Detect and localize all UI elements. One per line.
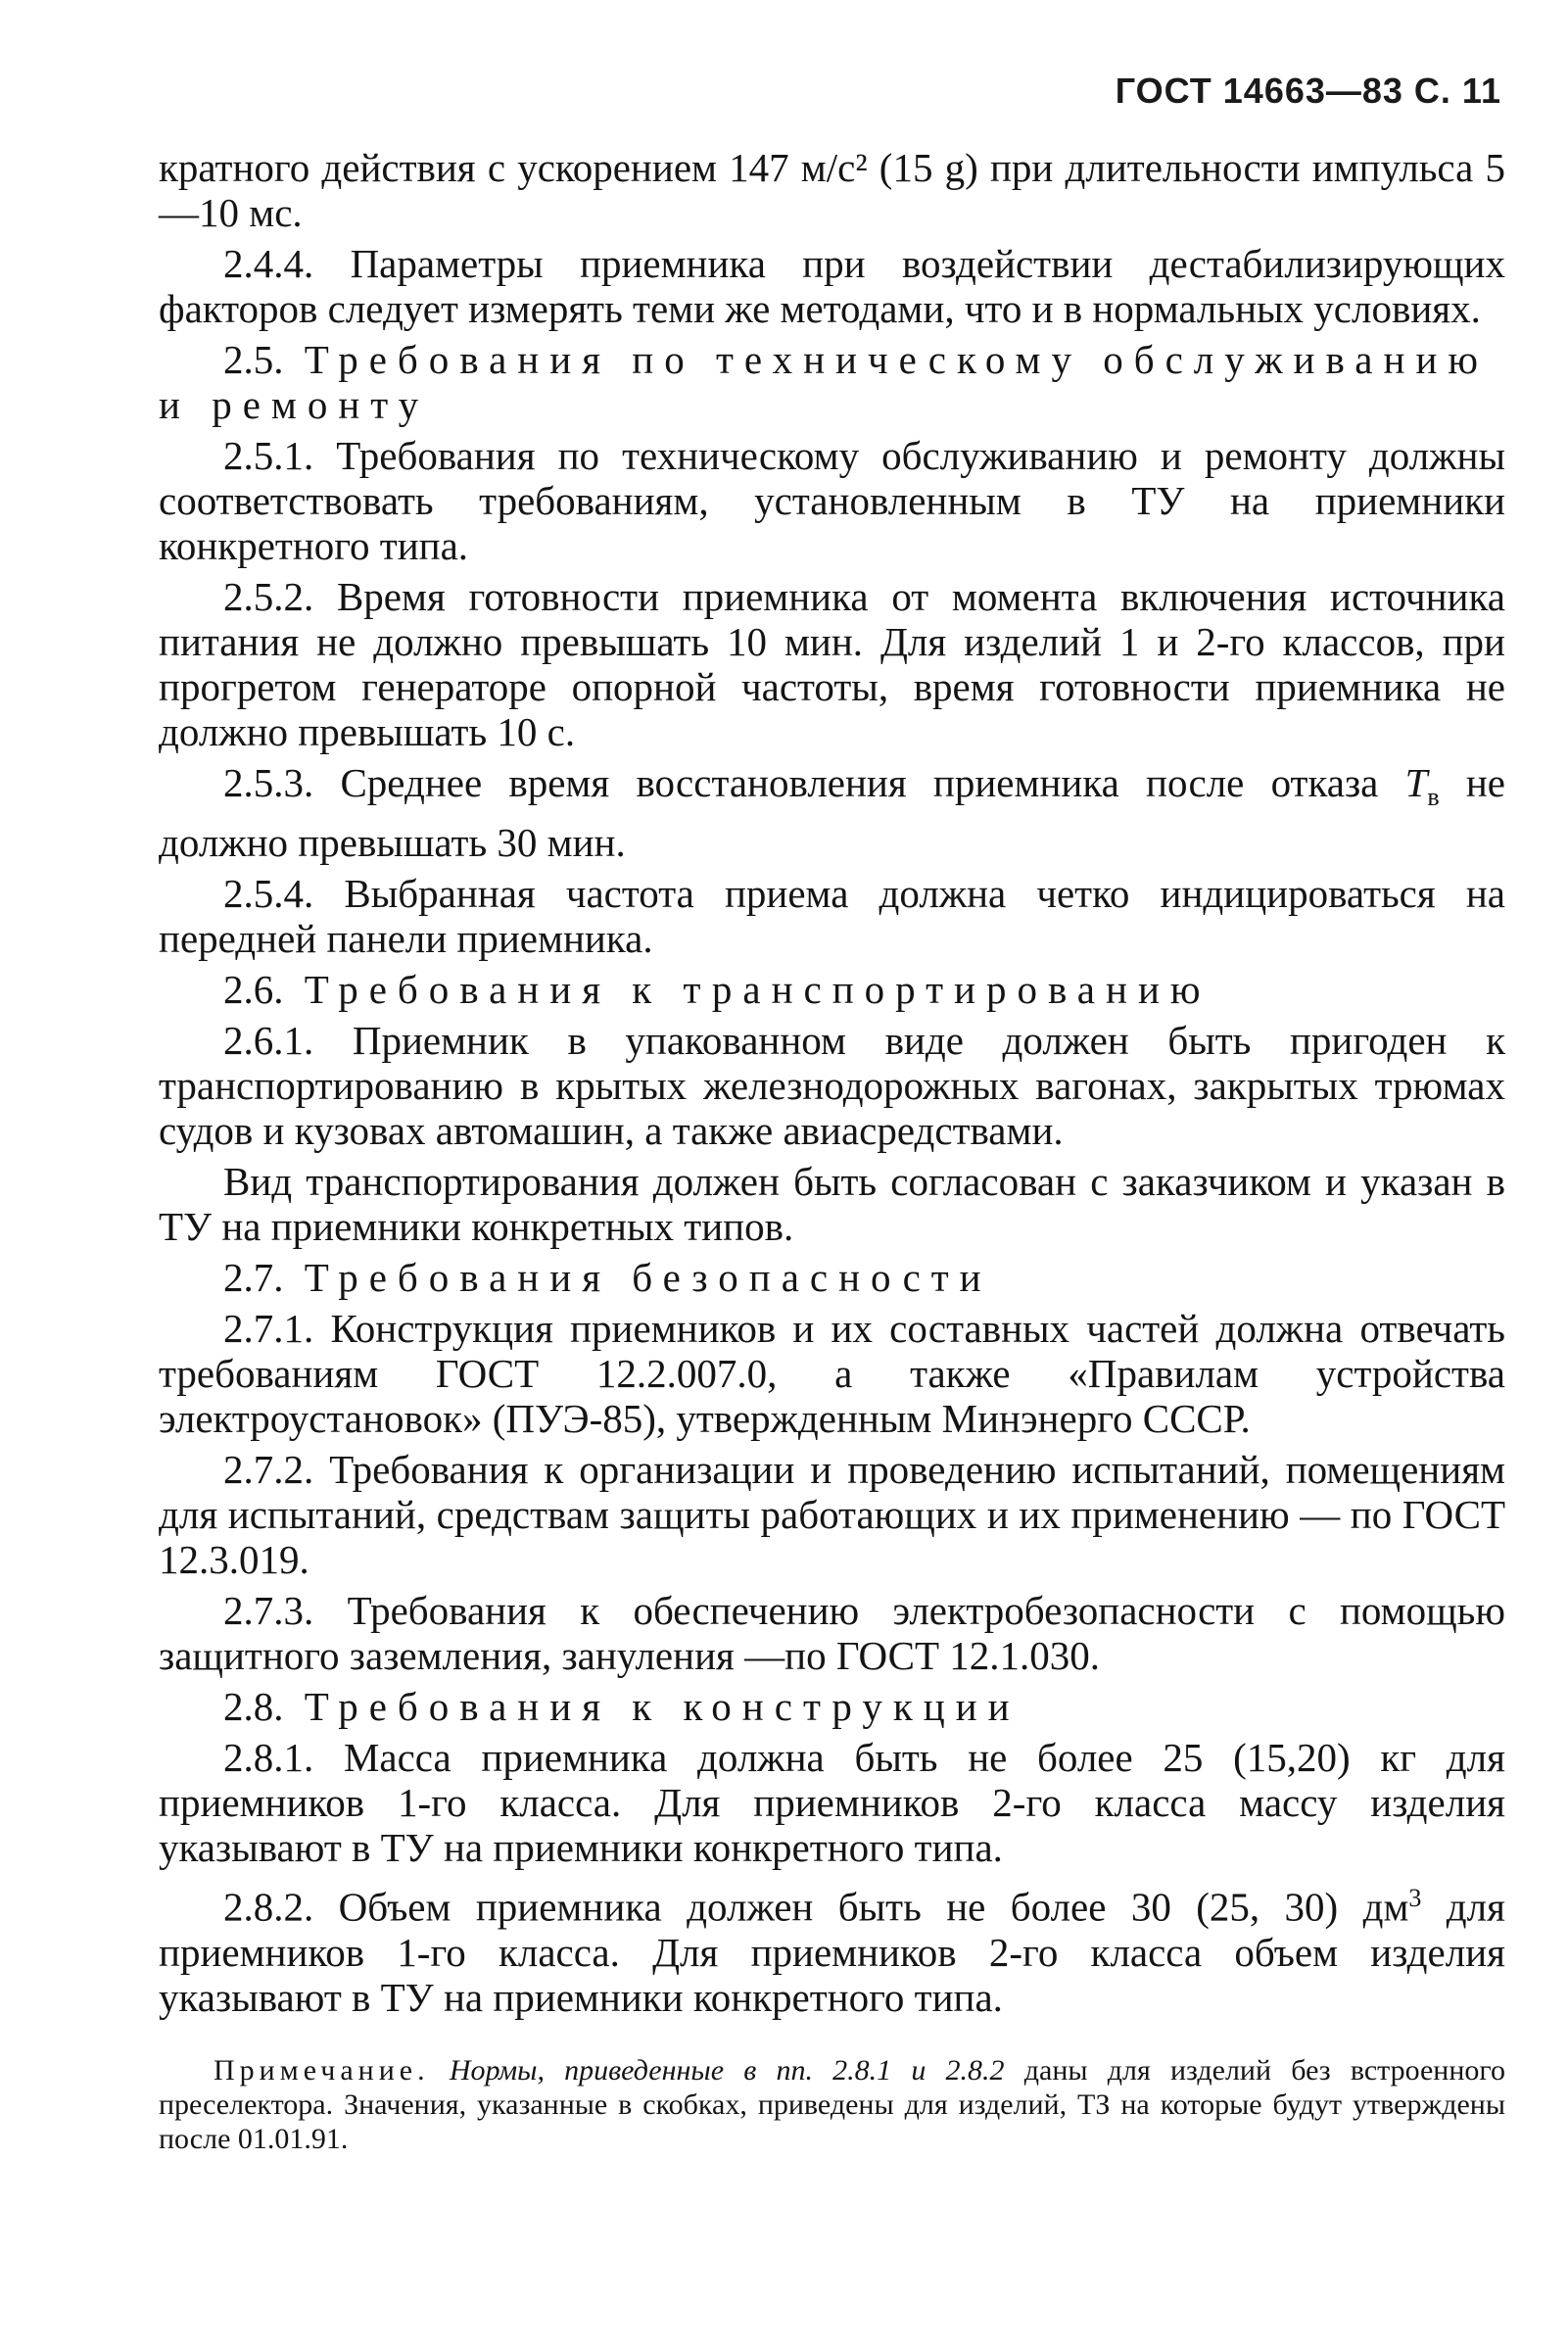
symbol-t: T bbox=[1404, 760, 1428, 805]
note-label: Примечание. bbox=[214, 2053, 430, 2087]
paragraph-2-7-1: 2.7.1. Конструкция приемников и их составных частей должна отвечать требованиям ГОСТ 12.2.007.0, а также «Правилам устройства электроустановок» (ПУЭ-85), утвержденным Минэнерго СССР. bbox=[159, 1306, 1505, 1442]
section-number: 2.6. bbox=[223, 967, 284, 1013]
paragraph-2-5-1: 2.5.1. Требования по техническому обслуживанию и ремонту должны соответствовать требованиям, установленным в ТУ на приемники конкретного типа. bbox=[159, 433, 1505, 568]
section-heading-2-6 bbox=[159, 967, 1505, 1012]
paragraph-2-4-4: 2.4.4. Параметры приемника при воздействии дестабилизирующих факторов следует измерять теми же методами, что и в нормальных условиях. bbox=[159, 241, 1505, 331]
paragraph-text: 2.8.2. Объем приемника должен быть не более 30 (25, 30) дм bbox=[223, 1884, 1409, 1930]
paragraph-text: 2.5.3. Среднее время восстановления приемника после отказа bbox=[223, 760, 1405, 805]
symbol-subscript: в bbox=[1427, 783, 1440, 812]
paragraph-2-8-1: 2.8.1. Масса приемника должна быть не более 25 (15,20) кг для приемников 1-го класса. Для приемников 2-го класса массу изделия указывают в ТУ на приемники конкретного типа. bbox=[159, 1735, 1505, 1871]
note-italic-text: Нормы, приведенные в пп. 2.8.1 и 2.8.2 bbox=[429, 2053, 1005, 2087]
note-text: даны для изделий без встроенного преселектора. Значения, указанные в скобках, приведены для изделий, ТЗ на которые будут утверждены после 01.01.91. bbox=[159, 2053, 1505, 2155]
section-heading-2-7 bbox=[159, 1255, 1505, 1300]
paragraph-2-5-4: 2.5.4. Выбранная частота приема должна четко индицироваться на передней панели приемника. bbox=[159, 871, 1505, 962]
note bbox=[159, 2053, 1505, 2156]
document-body bbox=[159, 145, 1505, 2185]
paragraph-2-6-1-continued: Вид транспортирования должен быть согласован с заказчиком и указан в ТУ на приемники конкретных типов. bbox=[159, 1159, 1505, 1250]
section-number: 2.5. bbox=[223, 337, 284, 382]
paragraph-2-5-3 bbox=[159, 760, 1505, 865]
section-heading-2-8 bbox=[159, 1684, 1505, 1729]
paragraph-2-8-2 bbox=[159, 1876, 1505, 2020]
section-number: 2.7. bbox=[223, 1255, 284, 1301]
section-title: Требования по техническому обслуживанию и ремонту bbox=[159, 337, 1490, 427]
paragraph-text: для приемников 1-го класса. Для приемников 2-го класса объем изделия указывают в ТУ на приемники конкретного типа. bbox=[159, 1884, 1505, 2020]
paragraph-2-7-3: 2.7.3. Требования к обеспечению электробезопасности с помощью защитного заземления, зануления —по ГОСТ 12.1.030. bbox=[159, 1588, 1505, 1679]
paragraph-2-7-2: 2.7.2. Требования к организации и проведению испытаний, помещениям для испытаний, средствам защиты работающих и их применению — по ГОСТ 12.3.019. bbox=[159, 1447, 1505, 1583]
paragraph-text: не должно превышать 30 мин. bbox=[159, 760, 1506, 866]
paragraph-continuation: кратного действия с ускорением 147 м/с² (15 g) при длительности импульса 5—10 мс. bbox=[159, 145, 1505, 235]
running-head: ГОСТ 14663—83 С. 11 bbox=[1115, 71, 1501, 111]
paragraph-2-5-2: 2.5.2. Время готовности приемника от момента включения источника питания не должно превышать 10 мин. Для изделий 1 и 2-го классов, при прогретом генераторе опорной частоты, время готовности приемника не должно превышать 10 с. bbox=[159, 574, 1505, 754]
section-heading-2-5 bbox=[159, 337, 1505, 427]
section-number: 2.8. bbox=[223, 1684, 284, 1730]
unit-superscript: 3 bbox=[1408, 1884, 1422, 1913]
section-title: Требования к конструкции bbox=[304, 1684, 1021, 1730]
section-title: Требования безопасности bbox=[304, 1255, 992, 1301]
section-title: Требования к транспортированию bbox=[304, 967, 1212, 1013]
paragraph-2-6-1: 2.6.1. Приемник в упакованном виде должен быть пригоден к транспортированию в крытых железнодорожных вагонах, закрытых трюмах судов и кузовах автомашин, а также авиасредствами. bbox=[159, 1018, 1505, 1154]
